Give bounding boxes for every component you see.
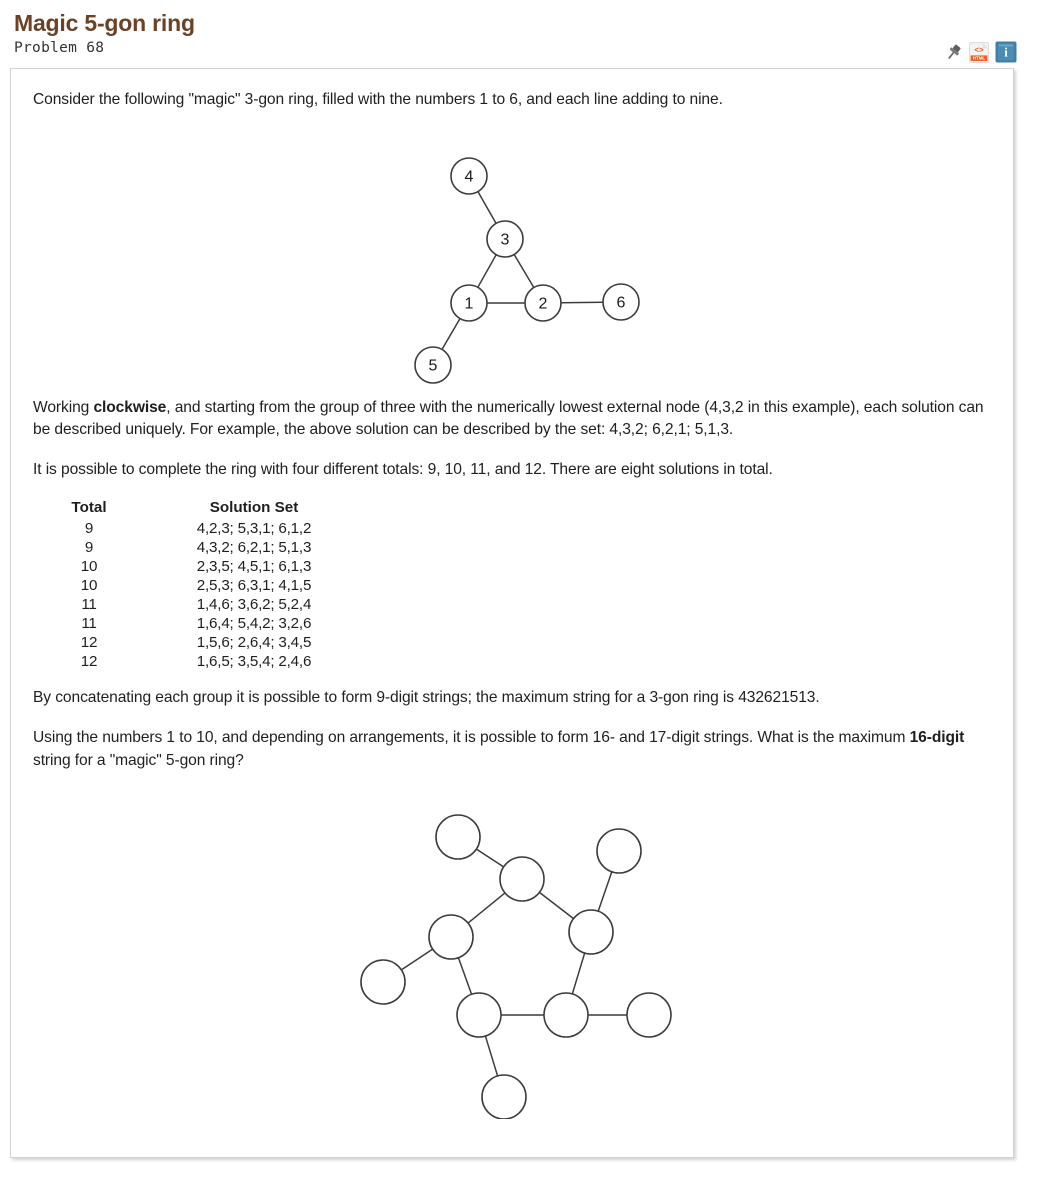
toolbar <box>944 41 1017 63</box>
clockwise-text-before: Working <box>33 398 94 416</box>
cell-total: 9 <box>84 520 94 538</box>
five-gon-node-circle <box>569 910 613 954</box>
problem-number-label: Problem 68 <box>14 40 105 57</box>
html-icon[interactable] <box>969 42 989 63</box>
cell-solution-set: 4,2,3; 5,3,1; 6,1,2 <box>196 520 312 538</box>
five-gon-node-circle <box>457 993 501 1037</box>
cell-solution-set: 1,6,4; 5,4,2; 3,2,6 <box>196 615 312 633</box>
three-gon-node <box>487 221 523 257</box>
five-gon-nodes <box>361 815 671 1119</box>
three-gon-svg <box>33 129 993 384</box>
three-gon-diagram <box>33 129 991 389</box>
question-text-after: string for a "magic" 5-gon ring? <box>33 751 244 769</box>
five-gon-node-circle <box>544 993 588 1037</box>
five-gon-edge <box>572 953 584 994</box>
three-gon-nodes <box>415 158 639 383</box>
three-gon-node-label: 3 <box>500 231 510 249</box>
info-icon-text: i <box>1004 44 1008 60</box>
five-gon-node <box>482 1075 526 1119</box>
cell-total: 11 <box>81 596 97 614</box>
page-title: Magic 5-gon ring <box>14 10 195 36</box>
three-gon-node-label: 5 <box>428 357 438 375</box>
table-header-row <box>39 498 369 519</box>
five-gon-node <box>597 829 641 873</box>
cell-solution-set: 4,3,2; 6,2,1; 5,1,3 <box>196 539 312 557</box>
column-header-solution-set: Solution Set <box>209 499 299 517</box>
three-gon-node-label: 4 <box>464 168 474 186</box>
solutions-table <box>39 498 369 671</box>
five-gon-diagram <box>33 789 991 1124</box>
three-gon-edge <box>442 318 460 349</box>
three-gon-node <box>451 158 487 194</box>
five-gon-edge <box>539 893 573 919</box>
info-icon[interactable] <box>995 41 1017 63</box>
three-gon-node <box>603 284 639 320</box>
cell-solution-set: 2,5,3; 6,3,1; 4,1,5 <box>196 577 312 595</box>
five-gon-node-circle <box>361 960 405 1004</box>
table-row <box>39 595 369 614</box>
clockwise-paragraph <box>33 397 991 442</box>
page-header <box>0 0 1039 56</box>
cell-solution-set: 1,5,6; 2,6,4; 3,4,5 <box>196 634 312 652</box>
five-gon-node <box>436 815 480 859</box>
table-row <box>39 576 369 595</box>
cell-solution-set: 2,3,5; 4,5,1; 6,1,3 <box>196 558 312 576</box>
three-gon-node-label: 1 <box>464 295 474 313</box>
cell-total: 10 <box>80 577 98 595</box>
cell-total: 12 <box>80 653 98 671</box>
five-gon-node <box>627 993 671 1037</box>
three-gon-node-label: 2 <box>538 295 548 313</box>
five-gon-node-circle <box>482 1075 526 1119</box>
five-gon-edge <box>458 958 471 995</box>
five-gon-edge <box>598 872 612 911</box>
clockwise-text-after: , and starting from the group of three with the numerically lowest external node (4,3,2 in this example), each solution can be described uniquely. For example, the above solution can be described by the set: 4,3,2; 6,2,1; 5,1,3. <box>33 398 984 439</box>
cell-solution-set: 1,4,6; 3,6,2; 5,2,4 <box>196 596 312 614</box>
three-gon-node <box>415 347 451 383</box>
question-text-before: Using the numbers 1 to 10, and depending on arrangements, it is possible to form 16- and 17-digit strings. What is the maximum <box>33 729 910 747</box>
concatenation-paragraph: By concatenating each group it is possible to form 9-digit strings; the maximum string for a 3-gon ring is 432621513. <box>33 689 820 707</box>
html-icon-text: HTML <box>972 55 986 61</box>
svg-text:<>: <> <box>974 45 984 55</box>
five-gon-node-circle <box>429 915 473 959</box>
intro-paragraph: Consider the following "magic" 3-gon ring, filled with the numbers 1 to 6, and each line adding to nine. <box>33 91 723 108</box>
solutions-table-body <box>39 519 369 671</box>
five-gon-node <box>544 993 588 1037</box>
table-row <box>39 557 369 576</box>
table-row <box>39 652 369 671</box>
three-gon-node <box>451 285 487 321</box>
cell-total: 11 <box>81 615 97 633</box>
five-gon-svg <box>33 789 993 1119</box>
five-gon-edge <box>485 1036 497 1076</box>
table-row <box>39 519 369 538</box>
problem-content-panel <box>10 68 1014 1158</box>
solutions-table-head <box>39 498 369 519</box>
three-gon-node <box>525 285 561 321</box>
three-gon-edge <box>514 254 534 287</box>
five-gon-node-circle <box>500 857 544 901</box>
table-row <box>39 538 369 557</box>
question-paragraph <box>33 727 991 772</box>
five-gon-node <box>361 960 405 1004</box>
three-gon-edge <box>478 191 496 223</box>
cell-solution-set: 1,6,5; 3,5,4; 2,4,6 <box>196 653 312 671</box>
clockwise-keyword: clockwise <box>93 398 167 416</box>
five-gon-node-circle <box>436 815 480 859</box>
table-row <box>39 633 369 652</box>
three-gon-edges <box>442 191 603 349</box>
five-gon-node-circle <box>597 829 641 873</box>
five-gon-edge <box>468 893 505 923</box>
pin-icon[interactable] <box>944 43 963 62</box>
five-gon-node <box>429 915 473 959</box>
totals-paragraph: It is possible to complete the ring with four different totals: 9, 10, 11, and 12. There are eight solutions in total. <box>33 460 773 478</box>
five-gon-node <box>457 993 501 1037</box>
cell-total: 9 <box>84 539 94 557</box>
five-gon-node-circle <box>627 993 671 1037</box>
table-row <box>39 614 369 633</box>
five-gon-edge <box>476 849 503 867</box>
cell-total: 10 <box>80 558 98 576</box>
five-gon-node <box>569 910 613 954</box>
three-gon-node-label: 6 <box>616 294 626 312</box>
question-keyword: 16-digit <box>909 729 965 747</box>
five-gon-node <box>500 857 544 901</box>
five-gon-edge <box>401 949 432 970</box>
three-gon-edge <box>478 254 496 287</box>
column-header-total: Total <box>71 499 107 517</box>
three-gon-edge <box>561 302 603 303</box>
cell-total: 12 <box>80 634 98 652</box>
